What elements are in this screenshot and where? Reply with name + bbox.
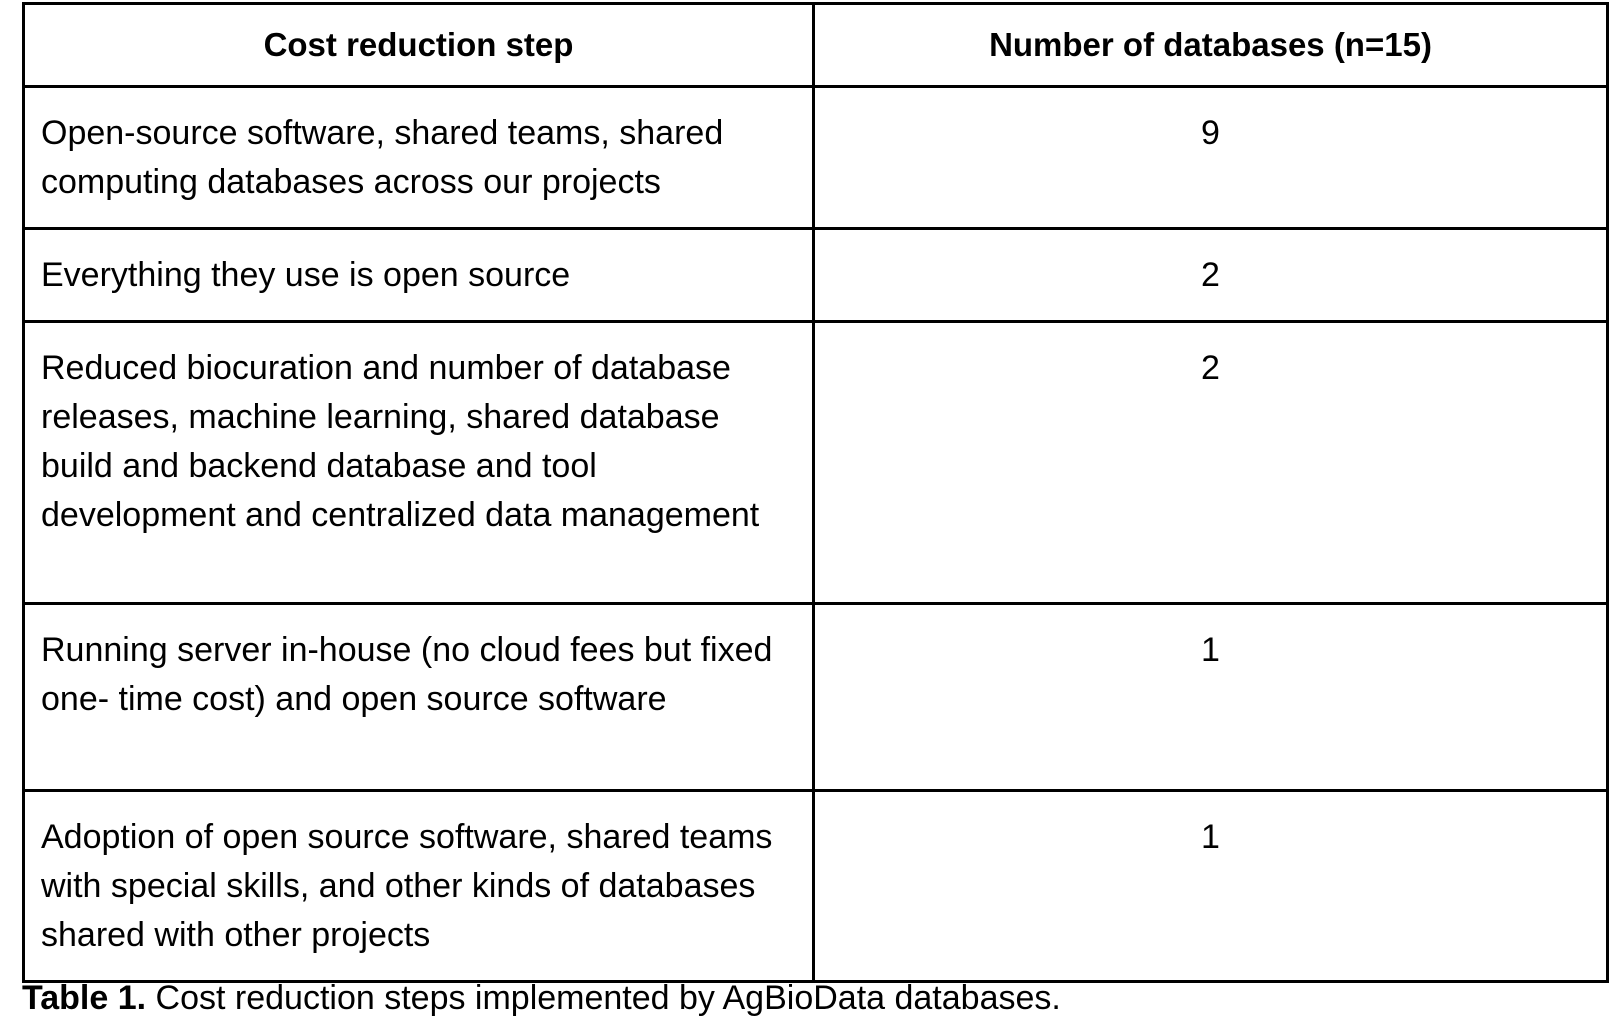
cell-count: 1	[814, 604, 1608, 791]
table-row	[24, 322, 1608, 604]
table-header-row	[24, 4, 1608, 87]
table-row	[24, 229, 1608, 322]
table-caption	[22, 976, 1061, 1020]
cost-reduction-table-container	[22, 2, 1606, 983]
cell-step: Everything they use is open source	[24, 229, 814, 322]
caption-label: Table 1.	[22, 979, 147, 1017]
cell-step: Reduced biocuration and number of database releases, machine learning, shared database build and backend database and tool development and centralized data management	[24, 322, 814, 604]
table-row	[24, 604, 1608, 791]
cell-count: 1	[814, 791, 1608, 982]
cell-count: 2	[814, 322, 1608, 604]
cell-count: 2	[814, 229, 1608, 322]
cell-step: Adoption of open source software, shared teams with special skills, and other kinds of databases shared with other projects	[24, 791, 814, 982]
cell-step: Running server in-house (no cloud fees but fixed one- time cost) and open source software	[24, 604, 814, 791]
table-row	[24, 791, 1608, 982]
cost-reduction-table	[22, 2, 1609, 983]
cell-step: Open-source software, shared teams, shared computing databases across our projects	[24, 87, 814, 229]
table-row	[24, 87, 1608, 229]
cell-count: 9	[814, 87, 1608, 229]
header-number-of-databases: Number of databases (n=15)	[814, 4, 1608, 87]
caption-text: Cost reduction steps implemented by AgBioData databases.	[146, 979, 1061, 1017]
header-cost-reduction-step: Cost reduction step	[24, 4, 814, 87]
